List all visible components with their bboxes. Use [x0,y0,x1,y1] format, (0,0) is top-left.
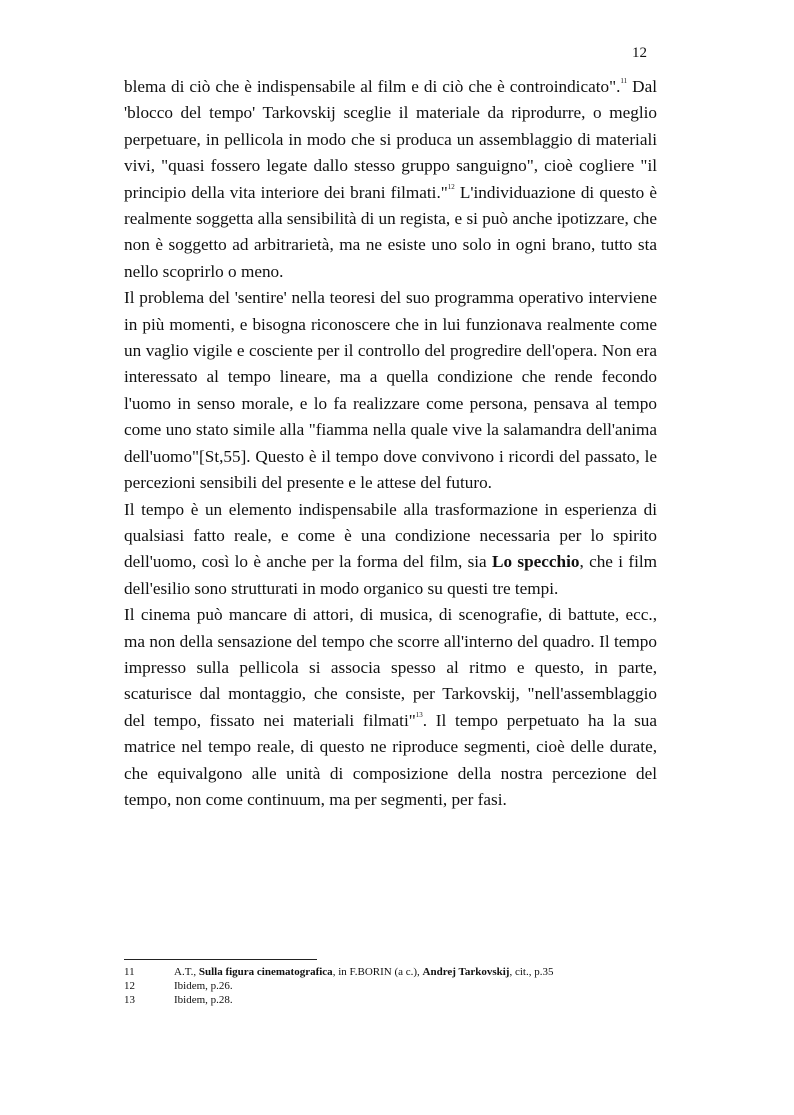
footnote-12 [124,979,664,993]
paragraph-1-part-a: blema di ciò che è indispensabile al film e di ciò che è controindicato". [124,77,621,96]
paragraph-4 [124,602,657,813]
footnote-ref-12: 12 [447,182,455,191]
footnote-author: A.T., [174,966,199,978]
film-title-lo-specchio: Lo specchio [492,552,580,572]
body-text [124,74,657,813]
paragraph-3-part-b: , che i film dell'esilio sono strutturati in modo organico su questi tre tempi. [124,552,657,598]
footnote-number: 12 [124,980,135,992]
footnote-ref-13: 13 [415,710,423,719]
footnote-number: 11 [124,966,135,978]
footnote-text: Ibidem, p.28. [174,994,233,1006]
footnotes [124,965,664,1007]
footnote-divider [124,959,317,960]
footnote-ref-11: 11 [620,77,628,85]
paragraph-4-part-b: . Il tempo perpetuato ha la sua matrice nel tempo reale, di questo ne riproduce segmenti, cioè delle durate, che equivalgono alle unità di composizione della nostra percezione del tempo, non come continuum, ma per segmenti, per fasi. [124,710,657,809]
footnote-mid: , in F.BORIN (a c.), [332,966,423,978]
footnote-title: Sulla figura cinematografica [198,966,333,978]
footnote-13 [124,993,664,1007]
footnote-number: 13 [124,994,135,1006]
footnote-11 [124,965,664,979]
paragraph-3-part-a: Il tempo è un elemento indispensabile alla trasformazione in esperienza di qualsiasi fatto reale, e come è una condizione necessaria per lo spirito dell'uomo, così lo è anche per la forma del film, sia [124,499,657,572]
paragraph-1-part-c: L'individuazione di questo è realmente soggetta alla sensibilità di un regista, e si può anche ipotizzare, che non è soggetto ad arbitrarietà, ma ne esiste uno solo in ogni brano, tutto sta nello scoprirlo o meno. [124,182,657,281]
paragraph-1 [124,74,657,285]
footnote-post: , cit., p.35 [509,966,554,978]
footnote-text: Ibidem, p.26. [174,980,233,992]
paragraph-1-part-b: Dal 'blocco del tempo' Tarkovskij sceglie il materiale da riprodurre, o meglio perpetuare, in pellicola in modo che si produca un assemblaggio di materiali vivi, "quasi fossero legate dallo stesso gruppo sanguigno", cioè cogliere "il principio della vita interiore dei brani filmati." [124,77,657,202]
page-number: 12 [632,45,647,61]
paragraph-4-part-a: Il cinema può mancare di attori, di musica, di scenografie, di battute, ecc., ma non della sensazione del tempo che scorre all'interno del quadro. Il tempo impresso sulla pellicola si associa spesso al ritmo e questo, in parte, scaturisce dal montaggio, che consiste, per Tarkovskij, "nell'assemblaggio del tempo, fissato nei materiali filmati" [124,605,657,730]
footnote-book-title: Andrej Tarkovskij [422,966,510,978]
footnote-text [174,965,553,979]
paragraph-3 [124,497,657,603]
paragraph-2: Il problema del 'sentire' nella teoresi del suo programma operativo interviene in più momenti, e bisogna riconoscere che in lui funzionava realmente come un vaglio vigile e cosciente per il controllo del progredire dell'opera. Non era interessato al tempo lineare, ma a quella condizione che rende fecondo l'uomo in senso morale, e lo fa realizzare come persona, pensava al tempo come uno stato simile alla "fiamma nella quale vive la salamandra dell'anima dell'uomo"[St,55]. Questo è il tempo dove convivono i ricordi del passato, le percezioni sensibili del presente e le attese del futuro. [124,288,657,493]
